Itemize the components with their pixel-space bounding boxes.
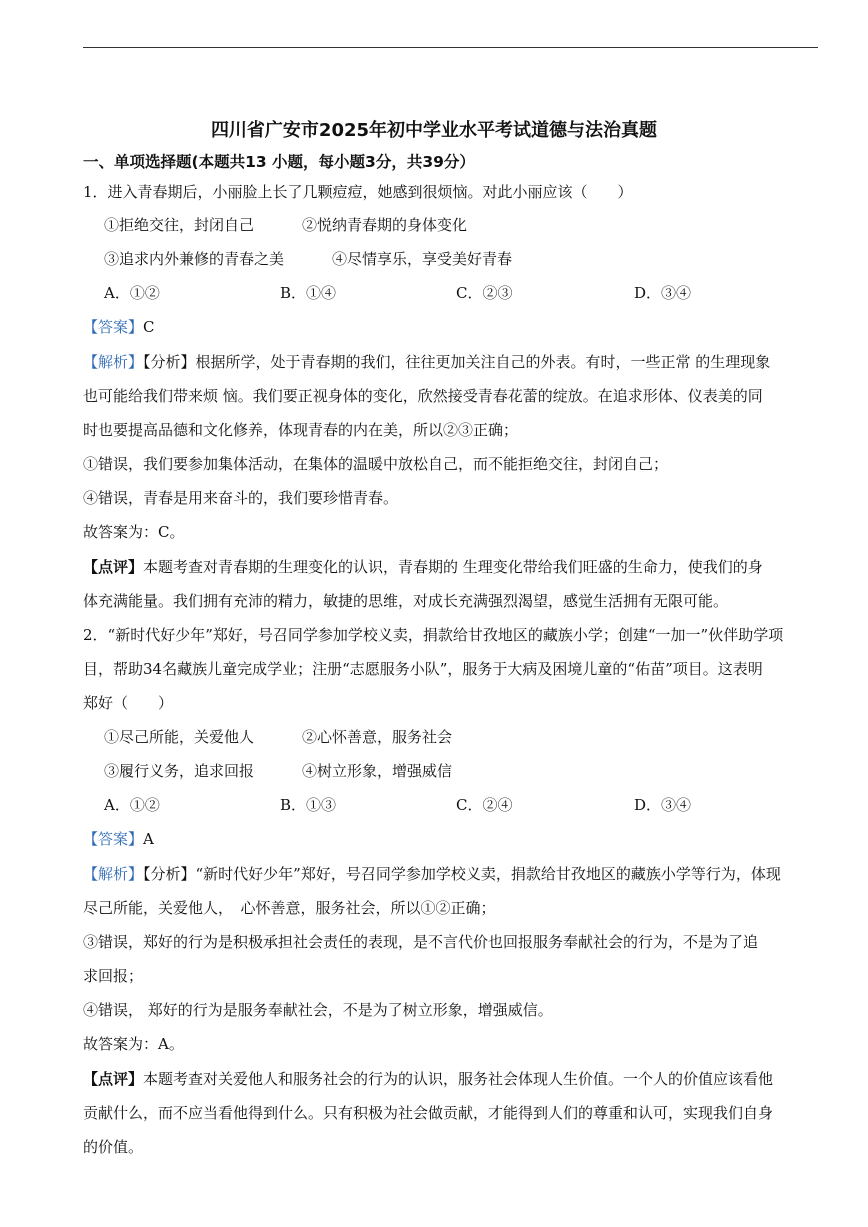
q2-comment-line-1: 【点评】本题考查对关爱他人和服务社会的行为的认识，服务社会体现人生价值。一个人的价值应该看他 [83,1070,774,1088]
answer-value: C [143,318,155,336]
q1-item-4: ④尽情享乐，享受美好青春 [332,250,513,268]
analysis-text: 【分析】“新时代好少年”郑好，号召同学参加学校义卖，捐款给甘孜地区的藏族小学等行为，体现 [143,865,781,883]
q1-comment-line-2: 体充满能量。我们拥有充沛的精力，敏捷的思维，对成长充满强烈渴望，感觉生活拥有无限可能。 [83,592,729,610]
q2-item-1: ①尽己所能，关爱他人 [104,728,255,746]
answer-tag: 【答案】 [83,830,144,848]
page-title: 四川省广安市2025年初中学业水平考试道德与法治真题 [210,120,658,141]
q1-item-3: ③追求内外兼修的青春之美 [104,250,285,268]
q1-analysis-line-3: 时也要提高品德和文化修养，体现青春的内在美，所以②③正确； [83,421,519,439]
q2-analysis-line-1 [83,863,823,885]
q2-answer [83,828,823,850]
q2-item-4: ④树立形象，增强威信 [302,762,453,780]
q1-analysis-line-2: 也可能给我们带来烦 恼。我们要正视身体的变化，欣然接受青春花蕾的绽放。在追求形体、仪表美的同 [83,387,763,405]
q2-choice-d: D．③④ [634,796,692,814]
q1-item-1: ①拒绝交往，封闭自己 [104,216,255,234]
q2-choice-c: C．②④ [456,796,513,814]
q2-final-answer: 故答案为：A。 [83,1035,184,1053]
q2-analysis-line-3: ③错误，郑好的行为是积极承担社会责任的表现，是不言代价也回报服务奉献社会的行为，不是为了追 [83,933,759,951]
q2-comment-line-3: 的价值。 [83,1138,144,1156]
q1-stem: 1．进入青春期后，小丽脸上长了几颗痘痘，她感到很烦恼。对此小丽应该（ ） [83,183,633,201]
answer-tag: 【答案】 [83,318,144,336]
q1-analysis-line-5: ④错误，青春是用来奋斗的，我们要珍惜青春。 [83,489,399,507]
q1-comment-line-1: 【点评】本题考查对青春期的生理变化的认识，青春期的 生理变化带给我们旺盛的生命力，使我们的身 [83,558,763,576]
answer-value: A [143,830,154,848]
q2-analysis-line-4: 求回报； [83,967,144,985]
q2-stem-line-2: 目，帮助34名藏族儿童完成学业；注册“志愿服务小队”，服务于大病及困境儿童的“佑苗”项目。这表明 [83,660,763,678]
q2-analysis-line-5: ④错误， 郑好的行为是服务奉献社会，不是为了树立形象，增强威信。 [83,1001,553,1019]
q2-analysis-line-2: 尽己所能，关爱他人， 心怀善意，服务社会，所以①②正确； [83,899,496,917]
q1-choice-a: A．①② [104,284,160,302]
q1-choice-d: D．③④ [634,284,692,302]
analysis-text: 【分析】根据所学，处于青春期的我们，往往更加关注自己的外表。有时，一些正常 的生理现象 [143,353,771,371]
comment-tag: 【点评】 [83,1070,144,1088]
q1-choice-b: B．①④ [280,284,337,302]
q1-choice-c: C．②③ [456,284,513,302]
q1-answer [83,316,823,338]
q2-stem-line-3: 郑好（ ） [83,694,174,712]
header-rule [83,47,818,48]
q1-item-2: ②悦纳青春期的身体变化 [302,216,468,234]
q1-analysis-line-1 [83,351,823,373]
q2-comment-line-2: 贡献什么，而不应当看他得到什么。只有积极为社会做贡献，才能得到人们的尊重和认可，实现我们自身 [83,1104,774,1122]
comment-tag: 【点评】 [83,558,144,576]
q1-analysis-line-4: ①错误，我们要参加集体活动，在集体的温暖中放松自己，而不能拒绝交往，封闭自己； [83,455,669,473]
q2-choice-b: B．①③ [280,796,337,814]
q1-final-answer: 故答案为：C。 [83,523,185,541]
analysis-tag: 【解析】 [83,353,144,371]
q2-item-2: ②心怀善意，服务社会 [302,728,453,746]
section-heading: 一、单项选择题(本题共13 小题，每小题3分，共39分） [83,153,475,171]
q2-item-3: ③履行义务，追求回报 [104,762,255,780]
q2-stem-line-1: 2．“新时代好少年”郑好，号召同学参加学校义卖，捐款给甘孜地区的藏族小学；创建“一加一”伙伴助学项 [83,626,784,644]
analysis-tag: 【解析】 [83,865,144,883]
q2-choice-a: A．①② [104,796,160,814]
